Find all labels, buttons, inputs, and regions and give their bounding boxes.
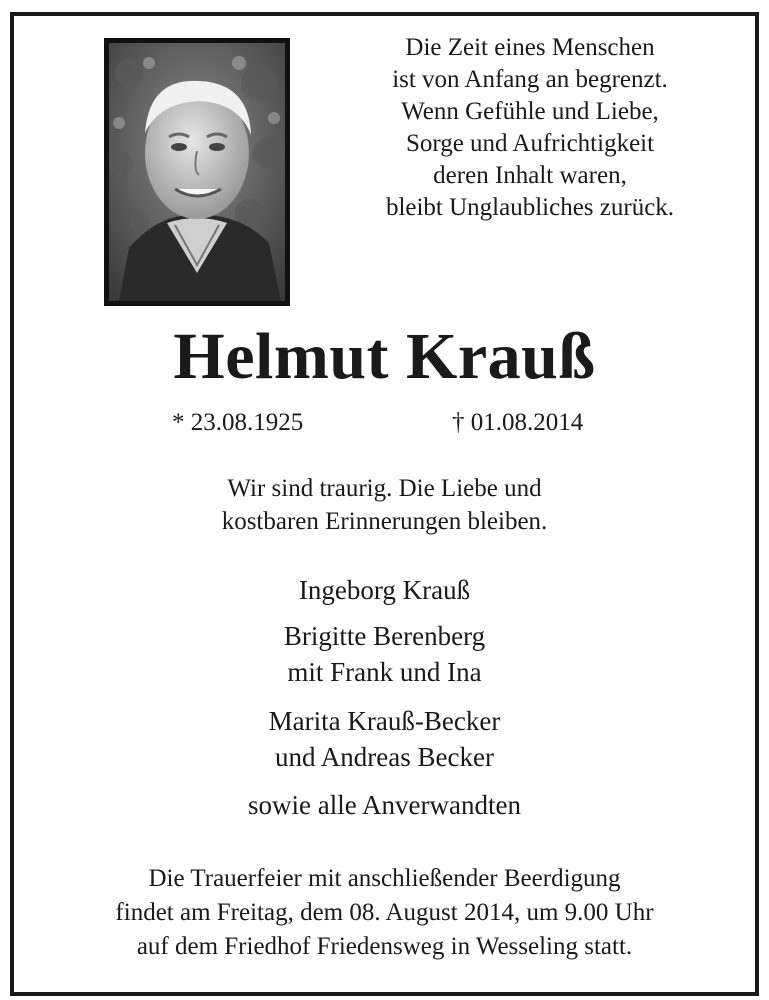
poem-line: Sorge und Aufrichtigkeit [405, 130, 655, 157]
poem-line: Wenn Gefühle und Liebe, [401, 98, 659, 125]
service-line: Die Trauerfeier mit anschließender Beerdigung [148, 865, 621, 892]
mourner-name: mit Frank und Ina [287, 657, 482, 687]
mourner-name: Marita Krauß-Becker [268, 706, 501, 736]
family-group-3 [0, 703, 769, 775]
message-line: kostbaren Erinnerungen bleiben. [221, 508, 548, 535]
mourner-name: Ingeborg Krauß [298, 575, 471, 605]
mourner-name: und Andreas Becker [275, 742, 494, 772]
service-line: findet am Freitag, dem 08. August 2014, um 9.00 Uhr [115, 899, 654, 926]
funeral-service-info [0, 862, 769, 964]
mourner-name: sowie alle Anverwandten [248, 790, 521, 820]
mourning-message [0, 472, 769, 538]
birth-date: * 23.08.1925 [172, 409, 304, 436]
mourner-name: Brigitte Berenberg [283, 621, 486, 651]
family-group-1 [0, 572, 769, 608]
deceased-name: Helmut Krauß [173, 320, 596, 393]
poem-line: bleibt Unglaubliches zurück. [385, 194, 675, 221]
poem [330, 32, 730, 224]
message-line: Wir sind traurig. Die Liebe und [227, 475, 542, 502]
portrait-image [109, 43, 285, 301]
service-line: auf dem Friedhof Friedensweg in Wesseling statt. [136, 933, 633, 960]
portrait-photo [104, 38, 290, 306]
family-group-2 [0, 618, 769, 690]
family-group-4 [0, 787, 769, 823]
poem-line: deren Inhalt waren, [433, 162, 627, 189]
death-date: † 01.08.2014 [452, 409, 584, 436]
poem-line: Die Zeit eines Menschen [405, 34, 655, 61]
poem-line: ist von Anfang an begrenzt. [392, 66, 668, 93]
